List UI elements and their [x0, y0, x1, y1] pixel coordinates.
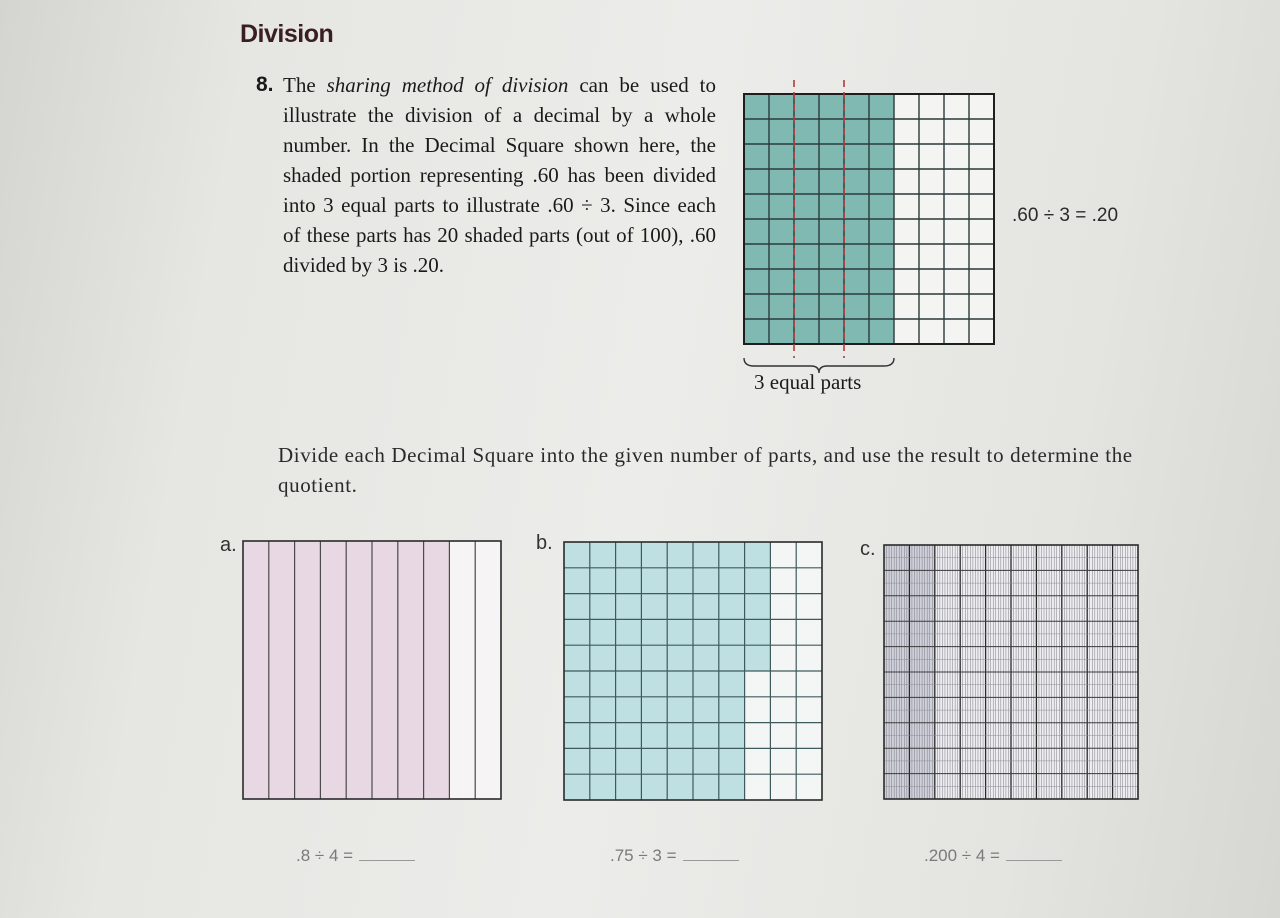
exercise-c-decimal-square[interactable] [883, 544, 1141, 802]
exercise-b-answer [610, 846, 739, 866]
exercise-a-label: a. [220, 534, 237, 556]
exercise-b-decimal-square[interactable] [563, 541, 825, 801]
exercise-c-answer [924, 846, 1062, 866]
parts-label: 3 equal parts [754, 370, 862, 394]
exercise-c-label: c. [860, 538, 876, 560]
example-decimal-square [742, 76, 996, 372]
problem-body: can be used to illustrate the division of a decimal by a whole number. In the Decimal Square shown here, the shaded portion representing .60 has been divided into 3 equal parts to illustrate .60 ÷ 3. Since each of these parts has 20 shaded parts (out of 100), .60 divided by 3 is .20. [283, 73, 717, 277]
section-title: Division [240, 20, 334, 48]
exercise-a-equation: .8 ÷ 4 = [296, 846, 354, 865]
exercise-a-answer [296, 846, 415, 866]
exercise-a-decimal-square[interactable] [242, 540, 504, 800]
exercise-a-blank[interactable] [359, 846, 415, 861]
example-equation: .60 ÷ 3 = .20 [1012, 205, 1119, 226]
instruction-text: Divide each Decimal Square into the given number of parts, and use the result to determine the quotient. [278, 443, 1133, 497]
exercise-b-label: b. [536, 532, 553, 554]
exercise-b-blank[interactable] [683, 846, 739, 861]
problem-number: 8. [256, 73, 274, 96]
problem-text [283, 70, 716, 280]
exercise-b-equation: .75 ÷ 3 = [610, 846, 677, 865]
problem-intro: The [283, 73, 316, 97]
shaded-region-partial [745, 542, 771, 671]
exercise-c-equation: .200 ÷ 4 = [924, 846, 1000, 865]
problem-italic-phrase: sharing method of division [326, 73, 569, 97]
exercise-c-blank[interactable] [1006, 846, 1062, 861]
problem-8 [256, 70, 716, 280]
